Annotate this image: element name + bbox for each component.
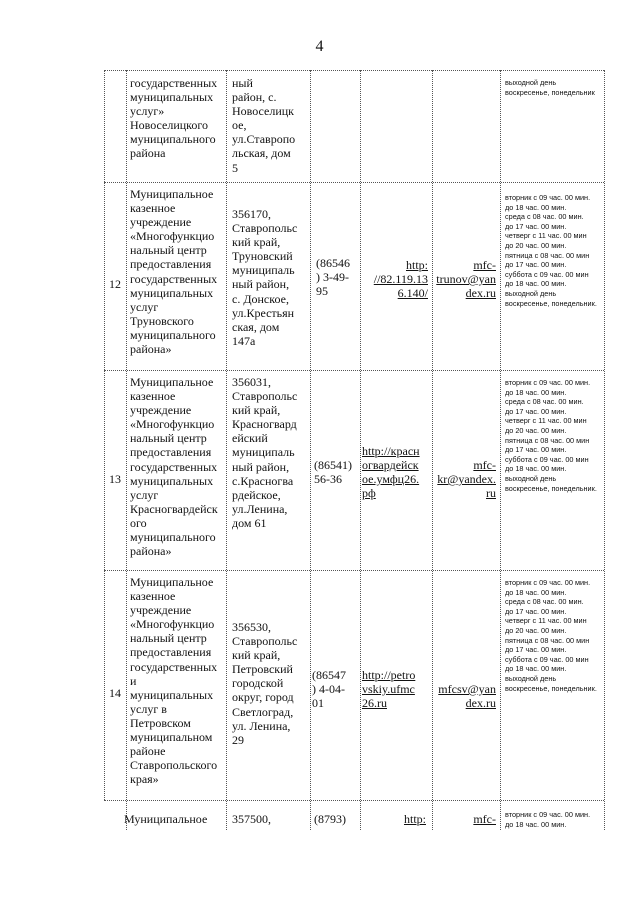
column-divider xyxy=(360,70,361,830)
row-3-hours-line: до 20 час. 00 мин. xyxy=(505,625,567,635)
row-2-hours-line: до 20 час. 00 мин. xyxy=(505,425,567,435)
row-3-name-line: предоставления xyxy=(130,645,212,660)
row-1-site-link[interactable] xyxy=(362,258,428,300)
row-4-email-line[interactable]: mfc- xyxy=(473,812,496,826)
row-3-address-line: Петровский xyxy=(232,662,293,677)
row-1-email-line[interactable]: trunov@yan xyxy=(436,272,496,287)
row-2-site-line[interactable]: http://красн xyxy=(362,444,420,458)
row-3-email-line[interactable]: dex.ru xyxy=(465,696,496,711)
row-3-address-line: Светлоград, xyxy=(232,704,294,719)
row-2-address xyxy=(232,375,310,530)
row-4-address-line: 357500, xyxy=(232,812,271,826)
row-4-name xyxy=(124,812,226,826)
row-2-site-link[interactable] xyxy=(362,444,432,500)
row-divider xyxy=(104,800,604,801)
row-3-address-line: 356530, xyxy=(232,620,271,634)
row-1-address-line: ул.Крестьян xyxy=(232,305,295,320)
row-1-name-line: учреждение xyxy=(130,215,192,230)
row-2-name-line: муниципальных xyxy=(130,473,214,488)
row-1-name-line: муниципального xyxy=(130,327,216,342)
row-1-phone-line: ) 3-49- xyxy=(316,270,349,285)
row-1-hours-line: пятница с 08 час. 00 мин xyxy=(505,250,590,260)
row-1-hours-line: до 18 час. 00 мин. xyxy=(505,279,567,289)
row-1-address-line: ская, дом xyxy=(232,319,280,334)
row-3-address-line: городской xyxy=(232,676,284,691)
row-1-email-line[interactable]: mfc- xyxy=(473,258,496,272)
row-1-hours-line: четверг с 11 час. 00 мин xyxy=(505,231,587,241)
row-2-site-line[interactable]: ое.умфц26. xyxy=(362,472,420,487)
row-4-hours xyxy=(505,810,603,829)
row-1-hours-line: до 17 час. 00 мин. xyxy=(505,260,567,270)
row-2-email-link[interactable] xyxy=(434,458,496,500)
row-2-address-line: рдейское, xyxy=(232,487,281,502)
row-2-address-line: Красногвард xyxy=(232,417,297,432)
row-0-name-line: услуг» xyxy=(130,104,165,119)
row-2-address-line: дом 61 xyxy=(232,515,267,530)
row-3-hours-line: выходной день xyxy=(505,673,557,683)
row-1-address xyxy=(232,207,310,348)
row-3-name-line: казенное xyxy=(130,589,176,604)
row-1-hours-line: до 20 час. 00 мин. xyxy=(505,240,567,250)
row-4-site-link[interactable] xyxy=(362,812,426,826)
row-1-site-line[interactable]: //82.119.13 xyxy=(373,272,428,287)
row-3-hours-line: вторник с 09 час. 00 мин. xyxy=(505,578,591,587)
row-2-hours-line: до 17 час. 00 мин. xyxy=(505,445,567,455)
row-2-address-line: ул.Ленина, xyxy=(232,501,288,516)
row-2-name-line: муниципального xyxy=(130,530,216,545)
row-2-hours xyxy=(505,378,603,493)
row-1-name-line: казенное xyxy=(130,201,176,216)
row-3-email-link[interactable] xyxy=(434,682,496,710)
row-1-name-line: «Многофункцио xyxy=(130,229,215,244)
row-3-name-line: муниципальных xyxy=(130,687,214,702)
row-4-hours-line: вторник с 09 час. 00 мин. xyxy=(505,810,591,819)
row-2-address-line: муниципаль xyxy=(232,445,295,460)
row-2-name-line: государственных xyxy=(130,459,218,474)
row-0-name-line: муниципального xyxy=(130,132,216,147)
row-2-name-line: учреждение xyxy=(130,403,192,418)
row-3-name-line: и xyxy=(130,673,137,688)
row-4-address xyxy=(232,812,310,826)
row-2-site-line[interactable]: рф xyxy=(362,486,376,501)
row-3-phone-line: (86547 xyxy=(312,668,346,682)
row-3-address-line: кий край, xyxy=(232,648,281,663)
row-3-phone-line: ) 4-04- xyxy=(312,682,345,697)
row-3-name-line: муниципальном xyxy=(130,730,213,745)
row-1-email-link[interactable] xyxy=(434,258,496,300)
row-0-name-line: Новоселицкого xyxy=(130,118,209,133)
row-2-address-line: ный район, xyxy=(232,459,290,474)
row-4-site-line[interactable]: http: xyxy=(403,812,426,826)
row-3-phone-line: 01 xyxy=(312,696,324,711)
row-1-hours-line: до 18 час. 00 мин. xyxy=(505,202,567,212)
row-0-name-line: района xyxy=(130,146,166,161)
row-4-name-line: Муниципальное xyxy=(124,812,208,826)
row-2-phone-line: (86541) xyxy=(314,458,352,472)
row-2-email-line[interactable]: kr@yandex. xyxy=(437,472,496,487)
row-2-name-line: предоставления xyxy=(130,445,212,460)
row-2-email-line[interactable]: ru xyxy=(486,486,496,501)
row-2-phone-line: 56-36 xyxy=(314,472,342,487)
row-0-address xyxy=(232,76,310,175)
row-3-name-line: края» xyxy=(130,772,159,787)
row-divider xyxy=(104,182,604,183)
row-2-address-line: с.Красногва xyxy=(232,473,294,488)
row-2-name-line: казенное xyxy=(130,389,176,404)
row-2-hours-line: выходной день xyxy=(505,473,557,483)
row-3-name-line: нальный центр xyxy=(130,631,207,646)
row-1-address-line: ный район, xyxy=(232,277,290,292)
row-0-address-line: ный xyxy=(232,76,253,90)
column-divider xyxy=(126,70,127,830)
row-3-site-line[interactable]: 26.ru xyxy=(362,696,387,711)
row-3-phone xyxy=(312,668,360,710)
row-1-name-line: Труновского xyxy=(130,313,194,328)
row-0-address-line: район, с. xyxy=(232,90,277,105)
row-3-hours-line: суббота с 09 час. 00 мин xyxy=(505,654,589,664)
row-3-hours xyxy=(505,578,603,693)
row-2-site-line[interactable]: огвардейск xyxy=(362,458,419,473)
row-4-phone-line: (8793) xyxy=(314,812,346,826)
row-3-name xyxy=(130,575,226,786)
row-2-address-line: 356031, xyxy=(232,375,271,389)
row-1-name-line: муниципальных xyxy=(130,285,214,300)
row-2-hours-line: до 18 час. 00 мин. xyxy=(505,464,567,474)
row-2-name-line: района» xyxy=(130,544,172,559)
row-4-phone xyxy=(314,812,360,826)
row-0-address-line: 5 xyxy=(232,160,238,175)
row-2-name-line: Красногвардейск xyxy=(130,501,218,516)
column-divider xyxy=(310,70,311,830)
row-1-phone-line: 95 xyxy=(316,284,328,299)
row-1-address-line: муниципаль xyxy=(232,263,295,278)
column-divider xyxy=(500,70,501,830)
row-3-site-line[interactable]: http://petro xyxy=(362,668,416,682)
row-1-name-line: государственных xyxy=(130,271,218,286)
row-1-site-line[interactable]: 6.140/ xyxy=(397,286,428,301)
row-2-hours-line: воскресенье, понедельник. xyxy=(505,483,597,493)
row-2-name-line: «Многофункцио xyxy=(130,417,215,432)
row-2-hours-line: суббота с 09 час. 00 мин xyxy=(505,454,589,464)
row-3-hours-line: среда с 08 час. 00 мин. xyxy=(505,597,584,607)
row-0-name-line: государственных xyxy=(130,76,218,90)
row-0-address-line: Новоселицк xyxy=(232,104,295,119)
row-3-hours-line: четверг с 11 час. 00 мин xyxy=(505,616,587,626)
row-2-email-line[interactable]: mfc- xyxy=(473,458,496,472)
row-2-hours-line: четверг с 11 час. 00 мин xyxy=(505,416,587,426)
row-3-name-line: районе xyxy=(130,744,166,759)
row-3-name-line: учреждение xyxy=(130,603,192,618)
row-0-address-line: ул.Ставропо xyxy=(232,132,296,147)
row-4-email-link[interactable] xyxy=(434,812,496,826)
row-1-name-line: района» xyxy=(130,342,172,357)
row-divider xyxy=(104,70,604,71)
row-0-hours xyxy=(505,78,603,97)
row-1-hours-line: воскресенье, понедельник. xyxy=(505,298,597,308)
row-3-site-line[interactable]: vskiy.ufmc xyxy=(362,682,415,697)
row-1-name-line: предоставления xyxy=(130,257,212,272)
row-1-site-line[interactable]: http: xyxy=(405,258,428,272)
row-0-name-line: муниципальных xyxy=(130,90,214,105)
row-0-address-line: льская, дом xyxy=(232,146,291,161)
row-2-address-line: кий край, xyxy=(232,403,281,418)
row-3-hours-line: пятница с 08 час. 00 мин xyxy=(505,635,590,645)
row-3-site-link[interactable] xyxy=(362,668,432,710)
row-2-address-line: Ставропольс xyxy=(232,389,298,404)
row-2-hours-line: вторник с 09 час. 00 мин. xyxy=(505,378,591,387)
row-1-address-line: 147а xyxy=(232,333,256,348)
row-2-address-line: ейский xyxy=(232,431,268,446)
row-2-hours-line: до 17 час. 00 мин. xyxy=(505,406,567,416)
column-divider xyxy=(432,70,433,830)
row-1-hours-line: суббота с 09 час. 00 мин xyxy=(505,269,589,279)
row-0-hours-line: воскресенье, понедельник xyxy=(505,87,595,97)
row-1-email-line[interactable]: dex.ru xyxy=(465,286,496,301)
row-3-hours-line: до 17 час. 00 мин. xyxy=(505,606,567,616)
row-0-hours-line: выходной день xyxy=(505,78,557,87)
row-1-name xyxy=(130,187,226,356)
row-3-number: 14 xyxy=(109,686,121,700)
row-3-address xyxy=(232,620,310,747)
row-divider xyxy=(104,370,604,371)
row-3-address-line: округ, город xyxy=(232,690,294,705)
row-2-hours-line: среда с 08 час. 00 мин. xyxy=(505,397,584,407)
row-1-hours-line: выходной день xyxy=(505,288,557,298)
row-3-name-line: «Многофункцио xyxy=(130,617,215,632)
row-3-name-line: Петровском xyxy=(130,715,191,730)
row-2-name xyxy=(130,375,226,558)
row-3-hours-line: до 17 час. 00 мин. xyxy=(505,645,567,655)
row-1-name-line: нальный центр xyxy=(130,243,207,258)
column-divider xyxy=(226,70,227,830)
row-1-address-line: 356170, xyxy=(232,207,271,221)
row-1-hours-line: вторник с 09 час. 00 мин. xyxy=(505,193,591,202)
row-3-name-line: Ставропольского xyxy=(130,758,218,773)
row-2-phone xyxy=(314,458,360,486)
row-2-number: 13 xyxy=(109,472,121,486)
row-2-name-line: ого xyxy=(130,515,147,530)
row-1-phone xyxy=(316,256,360,298)
row-3-name-line: государственных xyxy=(130,659,218,674)
row-3-email-line[interactable]: mfcsv@yan xyxy=(438,682,496,696)
row-1-address-line: с. Донское, xyxy=(232,291,289,306)
table-border-right xyxy=(604,70,605,830)
row-1-phone-line: (86546 xyxy=(316,256,350,270)
row-1-number: 12 xyxy=(109,277,121,291)
row-3-hours-line: до 18 час. 00 мин. xyxy=(505,587,567,597)
row-3-name-line: Муниципальное xyxy=(130,575,214,589)
row-3-name-line: услуг в xyxy=(130,701,167,716)
row-divider xyxy=(104,570,604,571)
row-3-address-line: Ставропольс xyxy=(232,634,298,649)
row-0-name xyxy=(130,76,226,161)
row-1-address-line: Ставропольс xyxy=(232,221,298,236)
row-3-hours-line: воскресенье, понедельник. xyxy=(505,683,597,693)
row-2-hours-line: пятница с 08 час. 00 мин xyxy=(505,435,590,445)
row-0-address-line: ое, xyxy=(232,118,247,133)
row-3-hours-line: до 18 час. 00 мин. xyxy=(505,664,567,674)
row-2-name-line: Муниципальное xyxy=(130,375,214,389)
row-2-name-line: услуг xyxy=(130,487,159,502)
page-number: 4 xyxy=(315,38,324,55)
row-4-hours-line: до 18 час. 00 мин. xyxy=(505,819,567,829)
row-1-hours-line: до 17 час. 00 мин. xyxy=(505,221,567,231)
row-3-address-line: 29 xyxy=(232,732,244,747)
row-2-hours-line: до 18 час. 00 мин. xyxy=(505,387,567,397)
row-1-name-line: Муниципальное xyxy=(130,187,214,201)
row-1-hours xyxy=(505,193,603,308)
row-2-name-line: нальный центр xyxy=(130,431,207,446)
row-3-address-line: ул. Ленина, xyxy=(232,718,291,733)
row-1-address-line: Труновский xyxy=(232,249,293,264)
row-1-name-line: услуг xyxy=(130,299,159,314)
row-1-hours-line: среда с 08 час. 00 мин. xyxy=(505,212,584,222)
row-1-address-line: кий край, xyxy=(232,235,281,250)
